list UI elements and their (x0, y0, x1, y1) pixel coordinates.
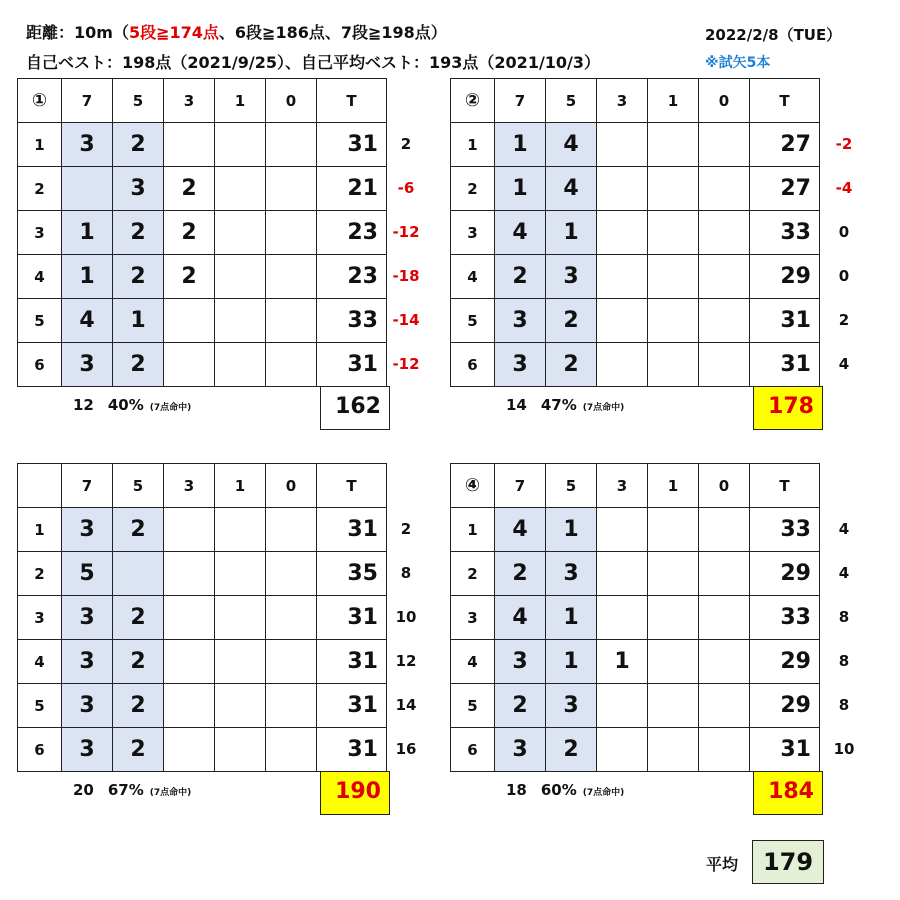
column-header: 7 (495, 79, 546, 123)
cumulative-diff: -6 (397, 179, 415, 197)
end-number: 3 (18, 211, 62, 255)
arrow-count-cell (164, 596, 215, 640)
arrow-count-cell: 3 (495, 728, 546, 772)
arrow-count-cell: 2 (546, 728, 597, 772)
score-table-3 (17, 463, 387, 772)
arrow-count-cell: 4 (495, 211, 546, 255)
arrow-count-cell (699, 123, 750, 167)
end-row (18, 123, 387, 167)
arrow-count-cell: 3 (546, 255, 597, 299)
arrow-count-cell (597, 552, 648, 596)
cumulative-diff: 2 (400, 520, 412, 538)
arrow-count-cell (699, 343, 750, 387)
end-number: 4 (451, 255, 495, 299)
arrow-count-cell (164, 123, 215, 167)
arrow-count-cell (215, 684, 266, 728)
end-number: 1 (18, 508, 62, 552)
arrow-count-cell (215, 167, 266, 211)
arrow-count-cell (215, 640, 266, 684)
arrow-count-cell (699, 167, 750, 211)
cumulative-diff: 8 (838, 696, 850, 714)
end-number: 2 (18, 167, 62, 211)
end-number: 2 (451, 552, 495, 596)
arrow-count-cell (699, 596, 750, 640)
cumulative-diff: 0 (838, 223, 850, 241)
arrow-count-cell (648, 684, 699, 728)
end-number: 5 (451, 299, 495, 343)
practice-arrows-note: ※試矢5本 (705, 55, 771, 71)
round-total: 162 (320, 386, 390, 430)
arrow-count-cell (699, 299, 750, 343)
column-header: 5 (113, 464, 164, 508)
end-row (18, 728, 387, 772)
hit-summary (506, 396, 624, 414)
arrow-count-cell: 3 (62, 508, 113, 552)
column-header: T (750, 464, 820, 508)
end-total: 27 (750, 123, 820, 167)
seven-hit-note: (7点命中) (149, 403, 192, 413)
arrow-count-cell (113, 552, 164, 596)
end-total: 31 (317, 596, 387, 640)
arrow-count-cell: 2 (113, 343, 164, 387)
arrow-count-cell: 3 (62, 640, 113, 684)
column-header: 0 (266, 464, 317, 508)
arrow-count-cell (266, 167, 317, 211)
arrow-count-cell: 1 (546, 211, 597, 255)
arrow-count-cell (164, 728, 215, 772)
end-number: 1 (451, 508, 495, 552)
arrow-count-cell (215, 255, 266, 299)
seven-hit-percent: 47% (540, 396, 577, 414)
arrow-count-cell (648, 343, 699, 387)
arrow-count-cell: 4 (495, 596, 546, 640)
seven-hit-note: (7点命中) (582, 403, 625, 413)
column-header: 1 (648, 79, 699, 123)
column-header: 7 (62, 464, 113, 508)
arrow-count-cell: 3 (62, 684, 113, 728)
column-header: 7 (62, 79, 113, 123)
arrow-count-cell: 1 (495, 167, 546, 211)
cumulative-diff: 4 (838, 355, 850, 373)
cumulative-diff: 0 (838, 267, 850, 285)
end-total: 29 (750, 552, 820, 596)
arrow-count-cell: 2 (113, 508, 164, 552)
end-row (18, 596, 387, 640)
arrow-count-cell (215, 508, 266, 552)
arrow-count-cell: 2 (164, 167, 215, 211)
end-total: 29 (750, 640, 820, 684)
cumulative-diff: 2 (400, 135, 412, 153)
arrow-count-cell (62, 167, 113, 211)
arrow-count-cell (699, 211, 750, 255)
arrow-count-cell: 4 (495, 508, 546, 552)
arrow-count-cell: 3 (62, 728, 113, 772)
end-number: 3 (451, 211, 495, 255)
seven-hit-count: 18 (506, 781, 527, 799)
arrow-count-cell (699, 640, 750, 684)
arrow-count-cell (699, 728, 750, 772)
seven-hit-note: (7点命中) (149, 788, 192, 798)
arrow-count-cell (164, 684, 215, 728)
cumulative-diff: 12 (395, 652, 417, 670)
end-number: 2 (18, 552, 62, 596)
end-number: 4 (18, 640, 62, 684)
end-row (451, 343, 820, 387)
arrow-count-cell: 2 (113, 123, 164, 167)
arrow-count-cell: 1 (546, 596, 597, 640)
arrow-count-cell (597, 508, 648, 552)
arrow-count-cell: 2 (113, 728, 164, 772)
arrow-count-cell: 3 (495, 640, 546, 684)
end-number: 1 (451, 123, 495, 167)
personal-best-line: 自己ベスト：198点（2021/9/25）、自己平均ベスト：193点（2021/10/3） (26, 53, 601, 72)
arrow-count-cell (597, 167, 648, 211)
end-number: 5 (18, 684, 62, 728)
end-total: 33 (317, 299, 387, 343)
arrow-count-cell (699, 255, 750, 299)
cumulative-diff: -12 (392, 355, 420, 373)
arrow-count-cell: 2 (495, 552, 546, 596)
arrow-count-cell: 3 (495, 299, 546, 343)
column-header: T (317, 79, 387, 123)
hit-summary (73, 781, 191, 799)
end-row (18, 255, 387, 299)
arrow-count-cell (266, 343, 317, 387)
end-row (18, 211, 387, 255)
end-row (451, 255, 820, 299)
arrow-count-cell (597, 255, 648, 299)
end-row (18, 552, 387, 596)
arrow-count-cell (266, 596, 317, 640)
end-number: 3 (18, 596, 62, 640)
arrow-count-cell (266, 640, 317, 684)
end-total: 31 (750, 728, 820, 772)
arrow-count-cell: 2 (495, 684, 546, 728)
end-row (451, 728, 820, 772)
end-total: 21 (317, 167, 387, 211)
round-total: 190 (320, 771, 390, 815)
end-total: 31 (750, 299, 820, 343)
score-table-2 (450, 78, 820, 387)
end-total: 31 (317, 684, 387, 728)
arrow-count-cell: 3 (546, 552, 597, 596)
end-total: 31 (317, 640, 387, 684)
arrow-count-cell (215, 123, 266, 167)
round-total: 184 (753, 771, 823, 815)
score-table-4 (450, 463, 820, 772)
set-label: ④ (451, 464, 495, 508)
arrow-count-cell (699, 508, 750, 552)
cumulative-diff: -14 (392, 311, 420, 329)
cumulative-diff: 4 (838, 520, 850, 538)
distance-line (26, 20, 447, 43)
cumulative-diff: 8 (838, 652, 850, 670)
end-row (18, 684, 387, 728)
arrow-count-cell: 1 (546, 640, 597, 684)
end-total: 35 (317, 552, 387, 596)
end-row (451, 123, 820, 167)
arrow-count-cell (215, 728, 266, 772)
end-number: 6 (18, 728, 62, 772)
seven-hit-count: 20 (73, 781, 94, 799)
set-label: ② (451, 79, 495, 123)
end-number: 2 (451, 167, 495, 211)
set-label (18, 464, 62, 508)
end-row (451, 508, 820, 552)
arrow-count-cell: 1 (495, 123, 546, 167)
cumulative-diff: 10 (833, 740, 855, 758)
end-row (18, 640, 387, 684)
end-row (451, 552, 820, 596)
end-total: 33 (750, 508, 820, 552)
column-header: 1 (215, 464, 266, 508)
end-total: 29 (750, 684, 820, 728)
end-number: 6 (451, 343, 495, 387)
arrow-count-cell (597, 728, 648, 772)
arrow-count-cell: 2 (113, 640, 164, 684)
arrow-count-cell: 2 (495, 255, 546, 299)
arrow-count-cell: 4 (546, 123, 597, 167)
arrow-count-cell: 5 (62, 552, 113, 596)
column-header: T (750, 79, 820, 123)
column-header: T (317, 464, 387, 508)
round-total: 178 (753, 386, 823, 430)
arrow-count-cell (164, 299, 215, 343)
arrow-count-cell (648, 728, 699, 772)
arrow-count-cell (266, 255, 317, 299)
column-header: 1 (215, 79, 266, 123)
cumulative-diff: 16 (395, 740, 417, 758)
end-total: 27 (750, 167, 820, 211)
arrow-count-cell: 1 (62, 255, 113, 299)
arrow-count-cell (266, 508, 317, 552)
arrow-count-cell: 2 (113, 211, 164, 255)
arrow-count-cell (164, 343, 215, 387)
column-header: 3 (597, 464, 648, 508)
end-total: 31 (317, 343, 387, 387)
arrow-count-cell (648, 123, 699, 167)
arrow-count-cell (215, 552, 266, 596)
seven-hit-percent: 60% (540, 781, 577, 799)
column-header: 3 (164, 464, 215, 508)
arrow-count-cell: 3 (62, 123, 113, 167)
arrow-count-cell (266, 728, 317, 772)
arrow-count-cell: 4 (546, 167, 597, 211)
arrow-count-cell: 1 (546, 508, 597, 552)
end-number: 4 (451, 640, 495, 684)
arrow-count-cell (648, 255, 699, 299)
arrow-count-cell (215, 596, 266, 640)
cumulative-diff: 14 (395, 696, 417, 714)
arrow-count-cell: 3 (113, 167, 164, 211)
end-row (451, 299, 820, 343)
distance-prefix: 距離：10m（ (26, 23, 129, 42)
seven-hit-count: 12 (73, 396, 94, 414)
average-value: 179 (752, 840, 824, 884)
hit-summary (73, 396, 191, 414)
end-number: 1 (18, 123, 62, 167)
arrow-count-cell: 2 (164, 211, 215, 255)
column-header: 7 (495, 464, 546, 508)
rank-thresholds: 、6段≧186点、7段≧198点） (218, 23, 447, 42)
end-total: 31 (317, 508, 387, 552)
arrow-count-cell (648, 167, 699, 211)
end-row (451, 640, 820, 684)
column-header: 3 (164, 79, 215, 123)
arrow-count-cell: 2 (113, 255, 164, 299)
arrow-count-cell (215, 343, 266, 387)
average-label: 平均 (706, 855, 739, 874)
arrow-count-cell (164, 552, 215, 596)
arrow-count-cell: 2 (113, 596, 164, 640)
end-row (18, 167, 387, 211)
arrow-count-cell (266, 299, 317, 343)
arrow-count-cell (597, 684, 648, 728)
seven-hit-percent: 40% (107, 396, 144, 414)
column-header: 5 (546, 79, 597, 123)
arrow-count-cell: 1 (597, 640, 648, 684)
arrow-count-cell (648, 299, 699, 343)
arrow-count-cell (164, 640, 215, 684)
cumulative-diff: 10 (395, 608, 417, 626)
end-number: 3 (451, 596, 495, 640)
hit-summary (506, 781, 624, 799)
arrow-count-cell (215, 299, 266, 343)
column-header: 0 (699, 464, 750, 508)
arrow-count-cell: 1 (113, 299, 164, 343)
seven-hit-count: 14 (506, 396, 527, 414)
cumulative-diff: 8 (400, 564, 412, 582)
end-number: 6 (451, 728, 495, 772)
end-total: 23 (317, 255, 387, 299)
set-label: ① (18, 79, 62, 123)
arrow-count-cell (648, 211, 699, 255)
arrow-count-cell: 2 (546, 299, 597, 343)
end-total: 31 (317, 123, 387, 167)
end-row (451, 684, 820, 728)
date-label: 2022/2/8（TUE） (705, 26, 842, 44)
arrow-count-cell (699, 552, 750, 596)
arrow-count-cell (597, 211, 648, 255)
end-number: 6 (18, 343, 62, 387)
column-header: 3 (597, 79, 648, 123)
end-total: 33 (750, 596, 820, 640)
arrow-count-cell: 3 (495, 343, 546, 387)
column-header: 1 (648, 464, 699, 508)
end-row (451, 211, 820, 255)
arrow-count-cell (648, 640, 699, 684)
seven-hit-percent: 67% (107, 781, 144, 799)
cumulative-diff: -12 (392, 223, 420, 241)
arrow-count-cell: 4 (62, 299, 113, 343)
arrow-count-cell: 2 (546, 343, 597, 387)
cumulative-diff: -4 (835, 179, 853, 197)
end-total: 31 (317, 728, 387, 772)
column-header: 5 (113, 79, 164, 123)
arrow-count-cell (648, 552, 699, 596)
arrow-count-cell: 1 (62, 211, 113, 255)
end-row (18, 299, 387, 343)
arrow-count-cell (266, 684, 317, 728)
column-header: 5 (546, 464, 597, 508)
seven-hit-note: (7点命中) (582, 788, 625, 798)
end-number: 4 (18, 255, 62, 299)
end-number: 5 (451, 684, 495, 728)
arrow-count-cell (699, 684, 750, 728)
end-total: 31 (750, 343, 820, 387)
end-row (18, 508, 387, 552)
arrow-count-cell (597, 596, 648, 640)
end-row (451, 596, 820, 640)
column-header: 0 (699, 79, 750, 123)
cumulative-diff: -18 (392, 267, 420, 285)
arrow-count-cell: 3 (546, 684, 597, 728)
arrow-count-cell (164, 508, 215, 552)
arrow-count-cell (266, 211, 317, 255)
arrow-count-cell (266, 552, 317, 596)
cumulative-diff: 4 (838, 564, 850, 582)
end-total: 23 (317, 211, 387, 255)
score-table-1 (17, 78, 387, 387)
arrow-count-cell (215, 211, 266, 255)
arrow-count-cell: 3 (62, 596, 113, 640)
arrow-count-cell: 2 (164, 255, 215, 299)
arrow-count-cell (597, 299, 648, 343)
arrow-count-cell (648, 596, 699, 640)
arrow-count-cell: 3 (62, 343, 113, 387)
arrow-count-cell (648, 508, 699, 552)
end-row (451, 167, 820, 211)
end-row (18, 343, 387, 387)
end-total: 29 (750, 255, 820, 299)
cumulative-diff: 8 (838, 608, 850, 626)
arrow-count-cell: 2 (113, 684, 164, 728)
arrow-count-cell (597, 123, 648, 167)
cumulative-diff: 2 (838, 311, 850, 329)
cumulative-diff: -2 (835, 135, 853, 153)
arrow-count-cell (266, 123, 317, 167)
end-number: 5 (18, 299, 62, 343)
column-header: 0 (266, 79, 317, 123)
rank5-threshold: 5段≧174点 (128, 23, 219, 42)
arrow-count-cell (597, 343, 648, 387)
end-total: 33 (750, 211, 820, 255)
